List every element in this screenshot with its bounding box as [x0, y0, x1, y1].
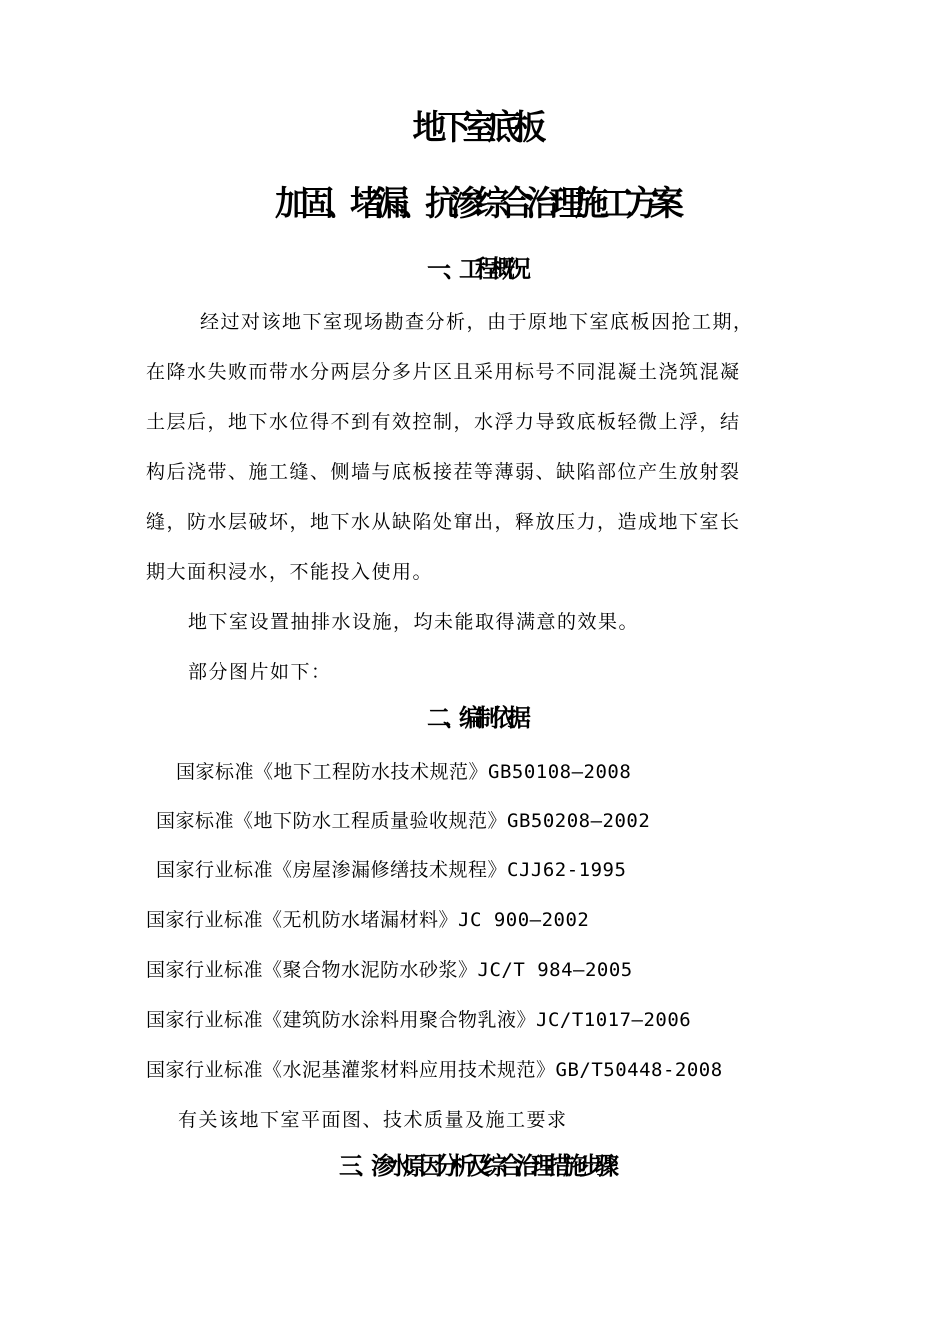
- section1-heading: 一、工程概况: [427, 255, 523, 283]
- standard-item: 国家行业标准《水泥基灌浆材料应用技术规范》GB/T50448-2008: [146, 1059, 723, 1081]
- section1-paragraph-line: 在降水失败而带水分两层分多片区且采用标号不同混凝土浇筑混凝: [146, 361, 741, 383]
- standard-item: 国家行业标准《建筑防水涂料用聚合物乳液》JC/T1017—2006: [146, 1009, 692, 1031]
- standard-item: 国家行业标准《房屋渗漏修缮技术规程》CJJ62-1995: [156, 859, 627, 881]
- section2-closing: 有关该地下室平面图、技术质量及施工要求: [178, 1109, 568, 1131]
- section3-heading: 三、渗水原因分析及综合治理措施步骤: [339, 1152, 611, 1180]
- section1-paragraph-line: 期大面积浸水，不能投入使用。: [146, 561, 434, 583]
- section1-paragraph-line: 缝，防水层破坏，地下水从缺陷处窜出，释放压力，造成地下室长: [146, 511, 741, 533]
- document-title-line2: 加固、堵漏、抗渗综合治理施工方案: [275, 184, 675, 224]
- standard-item: 国家标准《地下工程防水技术规范》GB50108—2008: [176, 761, 632, 783]
- section1-paragraph-3: 部分图片如下：: [188, 661, 332, 683]
- standard-item: 国家行业标准《无机防水堵漏材料》JC 900—2002: [146, 909, 590, 931]
- section1-paragraph-line: 土层后，地下水位得不到有效控制，水浮力导致底板轻微上浮，结: [146, 411, 741, 433]
- standard-item: 国家标准《地下防水工程质量验收规范》GB50208—2002: [156, 810, 651, 832]
- section2-heading: 二、编制依据: [427, 704, 523, 732]
- document-title-line1: 地下室底板: [412, 108, 538, 148]
- section1-paragraph-line: 构后浇带、施工缝、侧墙与底板接茬等薄弱、缺陷部位产生放射裂: [146, 461, 741, 483]
- section1-paragraph-2: 地下室设置抽排水设施，均未能取得满意的效果。: [188, 611, 640, 633]
- standard-item: 国家行业标准《聚合物水泥防水砂浆》JC/T 984—2005: [146, 959, 633, 981]
- section1-paragraph-line: 经过对该地下室现场勘查分析，由于原地下室底板因抢工期，: [200, 311, 754, 333]
